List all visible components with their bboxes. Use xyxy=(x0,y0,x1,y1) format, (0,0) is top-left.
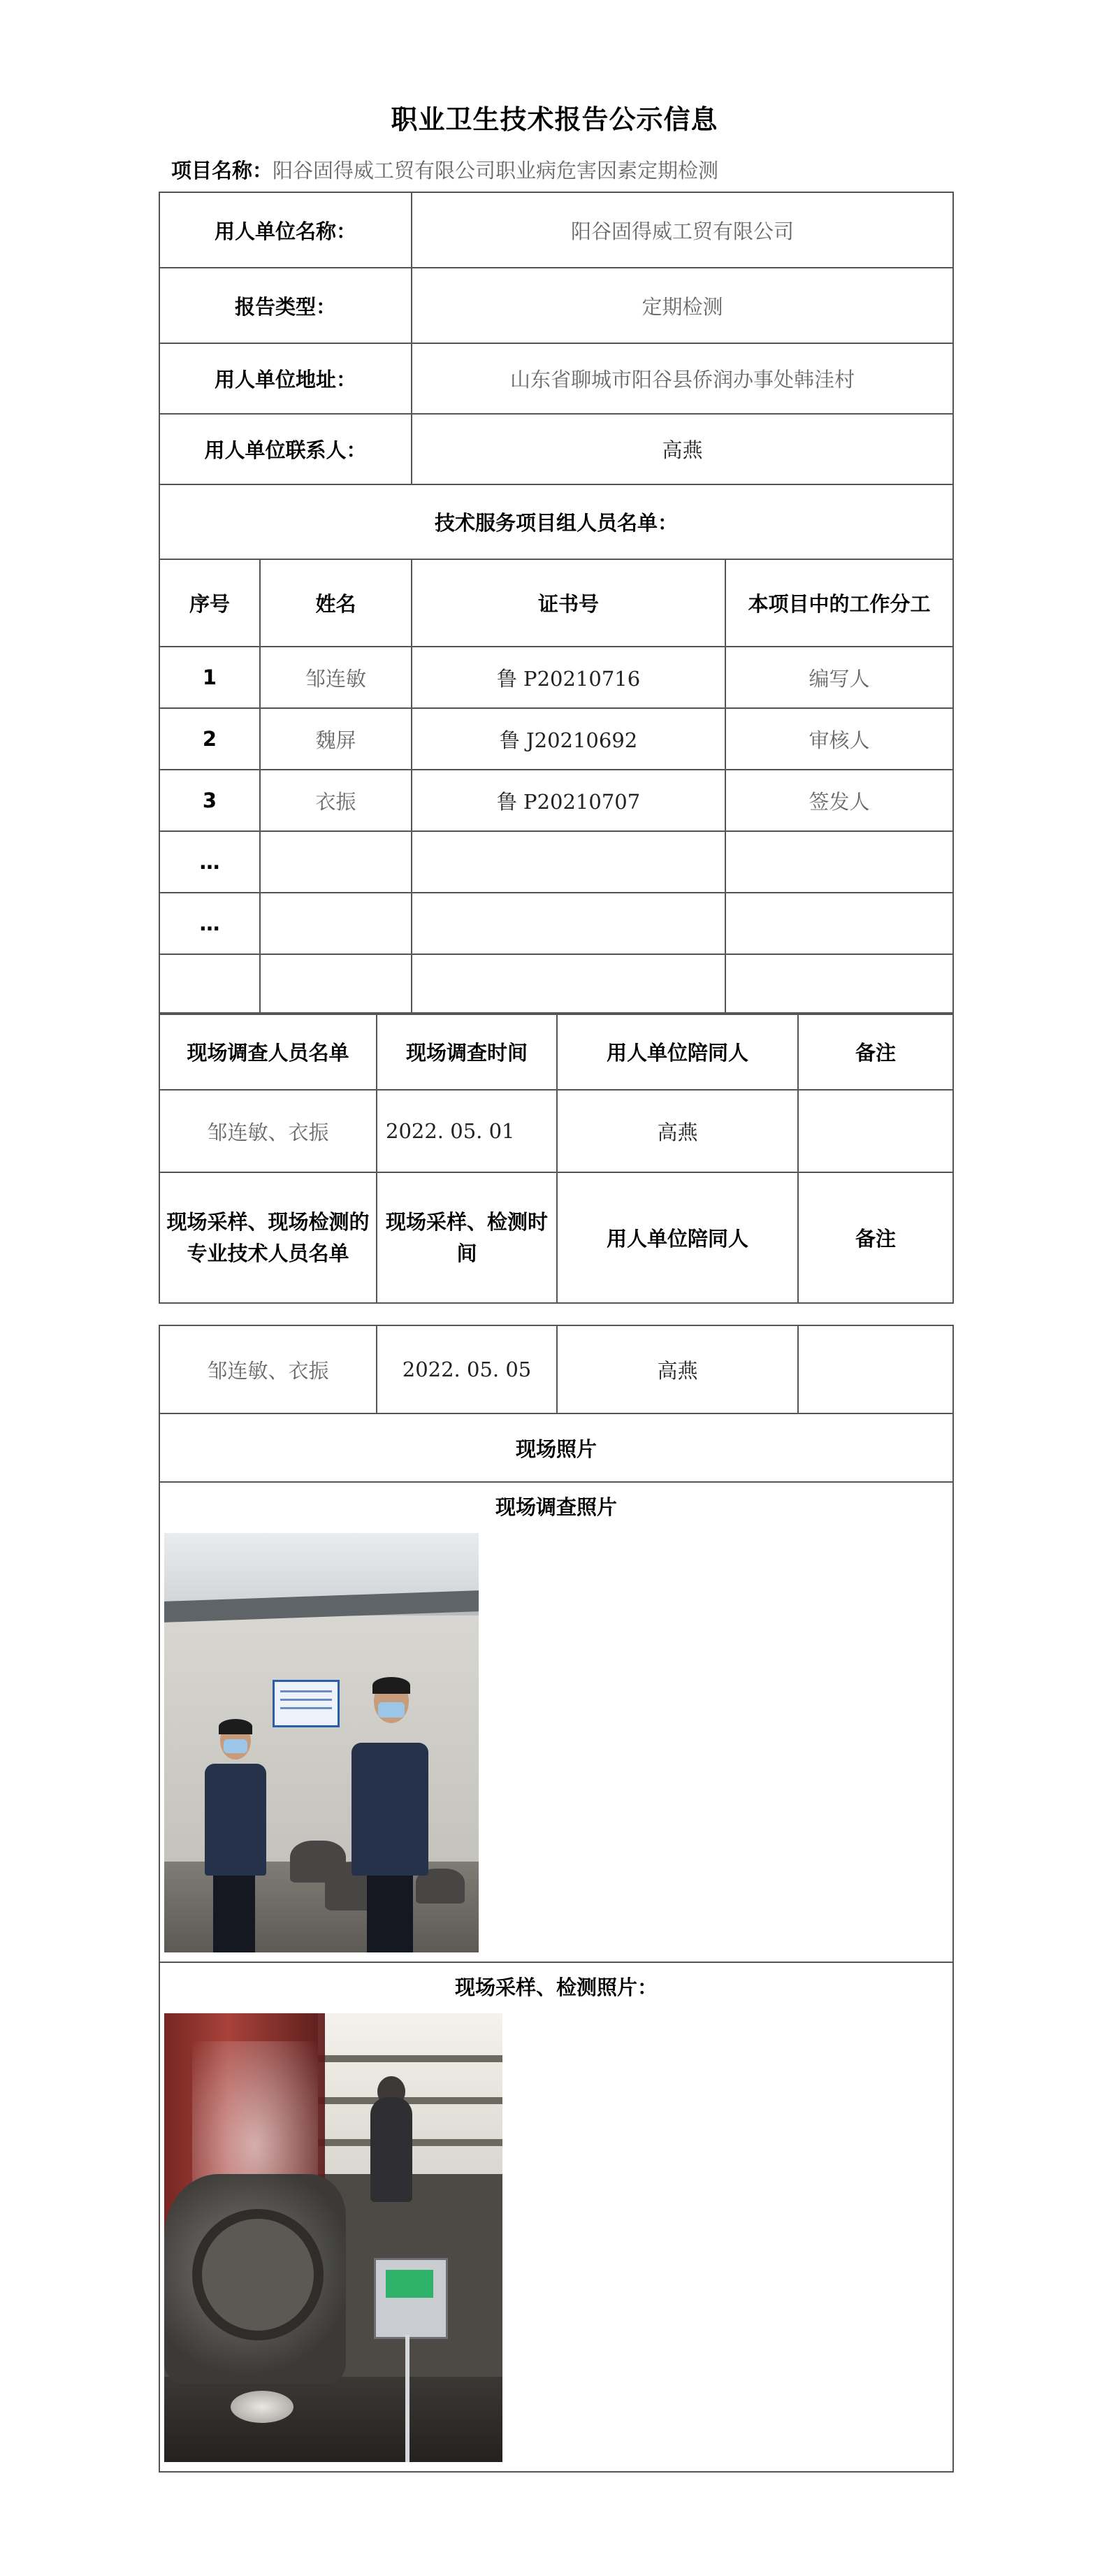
sampling-photo-table xyxy=(159,1325,954,2473)
survey-photo-cell xyxy=(159,1482,953,1962)
team-row-no: … xyxy=(159,893,260,954)
survey-header-row xyxy=(159,1013,953,1090)
photos-heading: 现场照片 xyxy=(159,1413,953,1482)
team-header-row xyxy=(159,559,953,647)
team-row-name xyxy=(260,831,412,893)
report-type-value: 定期检测 xyxy=(412,268,953,343)
team-row xyxy=(159,770,953,831)
sampling-header-names: 现场采样、现场检测的专业技术人员名单 xyxy=(159,1172,377,1303)
sampling-time: 2022. 05. 05 xyxy=(377,1325,557,1413)
detection-meter xyxy=(374,2258,448,2339)
team-heading-row xyxy=(159,484,953,559)
report-info-table xyxy=(159,192,954,1015)
survey-header-time: 现场调查时间 xyxy=(377,1013,557,1090)
team-row-name xyxy=(260,954,412,1014)
team-header-name: 姓名 xyxy=(260,559,412,647)
team-row xyxy=(159,708,953,770)
sampling-photo-label: 现场采样、检测照片： xyxy=(454,1976,658,1999)
team-row-no: 1 xyxy=(159,647,260,708)
team-row-name xyxy=(260,893,412,954)
survey-table xyxy=(159,1012,954,1304)
team-header-role: 本项目中的工作分工 xyxy=(725,559,953,647)
survey-header-note: 备注 xyxy=(798,1013,953,1090)
team-row-cert xyxy=(412,954,725,1014)
sampling-escort: 高燕 xyxy=(557,1325,798,1413)
team-row-no xyxy=(159,954,260,1014)
sampling-photo xyxy=(164,2013,502,2462)
employer-row xyxy=(159,192,953,268)
team-row-no: 3 xyxy=(159,770,260,831)
address-value: 山东省聊城市阳谷县侨润办事处韩洼村 xyxy=(412,343,953,414)
photos-heading-row xyxy=(159,1413,953,1482)
notice-board xyxy=(273,1680,340,1727)
team-row-role: 审核人 xyxy=(725,708,953,770)
employer-value: 阳谷固得威工贸有限公司 xyxy=(412,192,953,268)
survey-header-escort: 用人单位陪同人 xyxy=(557,1013,798,1090)
team-row xyxy=(159,647,953,708)
team-row-cert xyxy=(412,831,725,893)
address-label: 用人单位地址： xyxy=(159,343,412,414)
team-row-name: 魏屏 xyxy=(260,708,412,770)
team-row-role xyxy=(725,831,953,893)
team-row-name: 衣振 xyxy=(260,770,412,831)
team-header-cert: 证书号 xyxy=(412,559,725,647)
team-header-no: 序号 xyxy=(159,559,260,647)
sampling-row xyxy=(159,1325,953,1413)
team-row-cert: 鲁 J20210692 xyxy=(412,708,725,770)
report-type-row xyxy=(159,268,953,343)
sampling-photo-row xyxy=(159,1962,953,2472)
team-row-role xyxy=(725,954,953,1014)
project-name-line xyxy=(171,155,718,184)
employer-label: 用人单位名称： xyxy=(159,192,412,268)
team-row-cert xyxy=(412,893,725,954)
report-type-label: 报告类型： xyxy=(159,268,412,343)
sampling-photo-cell xyxy=(159,1962,953,2472)
survey-names: 邹连敏、衣振 xyxy=(159,1090,377,1172)
project-name-value: 阳谷固得威工贸有限公司职业病危害因素定期检测 xyxy=(273,159,719,182)
sampling-header-row xyxy=(159,1172,953,1303)
worker xyxy=(370,2097,412,2202)
survey-photo xyxy=(164,1533,479,1952)
team-heading: 技术服务项目组人员名单： xyxy=(159,484,953,559)
team-row-role xyxy=(725,893,953,954)
survey-photo-label: 现场调查照片 xyxy=(495,1495,617,1519)
survey-photo-row xyxy=(159,1482,953,1962)
survey-escort: 高燕 xyxy=(557,1090,798,1172)
sampling-names: 邹连敏、衣振 xyxy=(159,1325,377,1413)
project-name-label: 项目名称： xyxy=(171,159,273,182)
contact-label: 用人单位联系人： xyxy=(159,414,412,484)
team-row-role: 编写人 xyxy=(725,647,953,708)
team-row-cert: 鲁 P20210707 xyxy=(412,770,725,831)
team-row-no: … xyxy=(159,831,260,893)
team-row-role: 签发人 xyxy=(725,770,953,831)
team-row-no: 2 xyxy=(159,708,260,770)
sampling-header-time: 现场采样、检测时间 xyxy=(377,1172,557,1303)
team-row xyxy=(159,893,953,954)
team-row xyxy=(159,954,953,1014)
survey-header-names: 现场调查人员名单 xyxy=(159,1013,377,1090)
sampling-note xyxy=(798,1325,953,1413)
team-row xyxy=(159,831,953,893)
team-row-name: 邹连敏 xyxy=(260,647,412,708)
sampling-header-escort: 用人单位陪同人 xyxy=(557,1172,798,1303)
sampling-header-note: 备注 xyxy=(798,1172,953,1303)
page-title: 职业卫生技术报告公示信息 xyxy=(391,104,718,135)
contact-row xyxy=(159,414,953,484)
survey-time: 2022. 05. 01 xyxy=(377,1090,557,1172)
team-row-cert: 鲁 P20210716 xyxy=(412,647,725,708)
survey-note xyxy=(798,1090,953,1172)
survey-row xyxy=(159,1090,953,1172)
contact-value: 高燕 xyxy=(412,414,953,484)
address-row xyxy=(159,343,953,414)
